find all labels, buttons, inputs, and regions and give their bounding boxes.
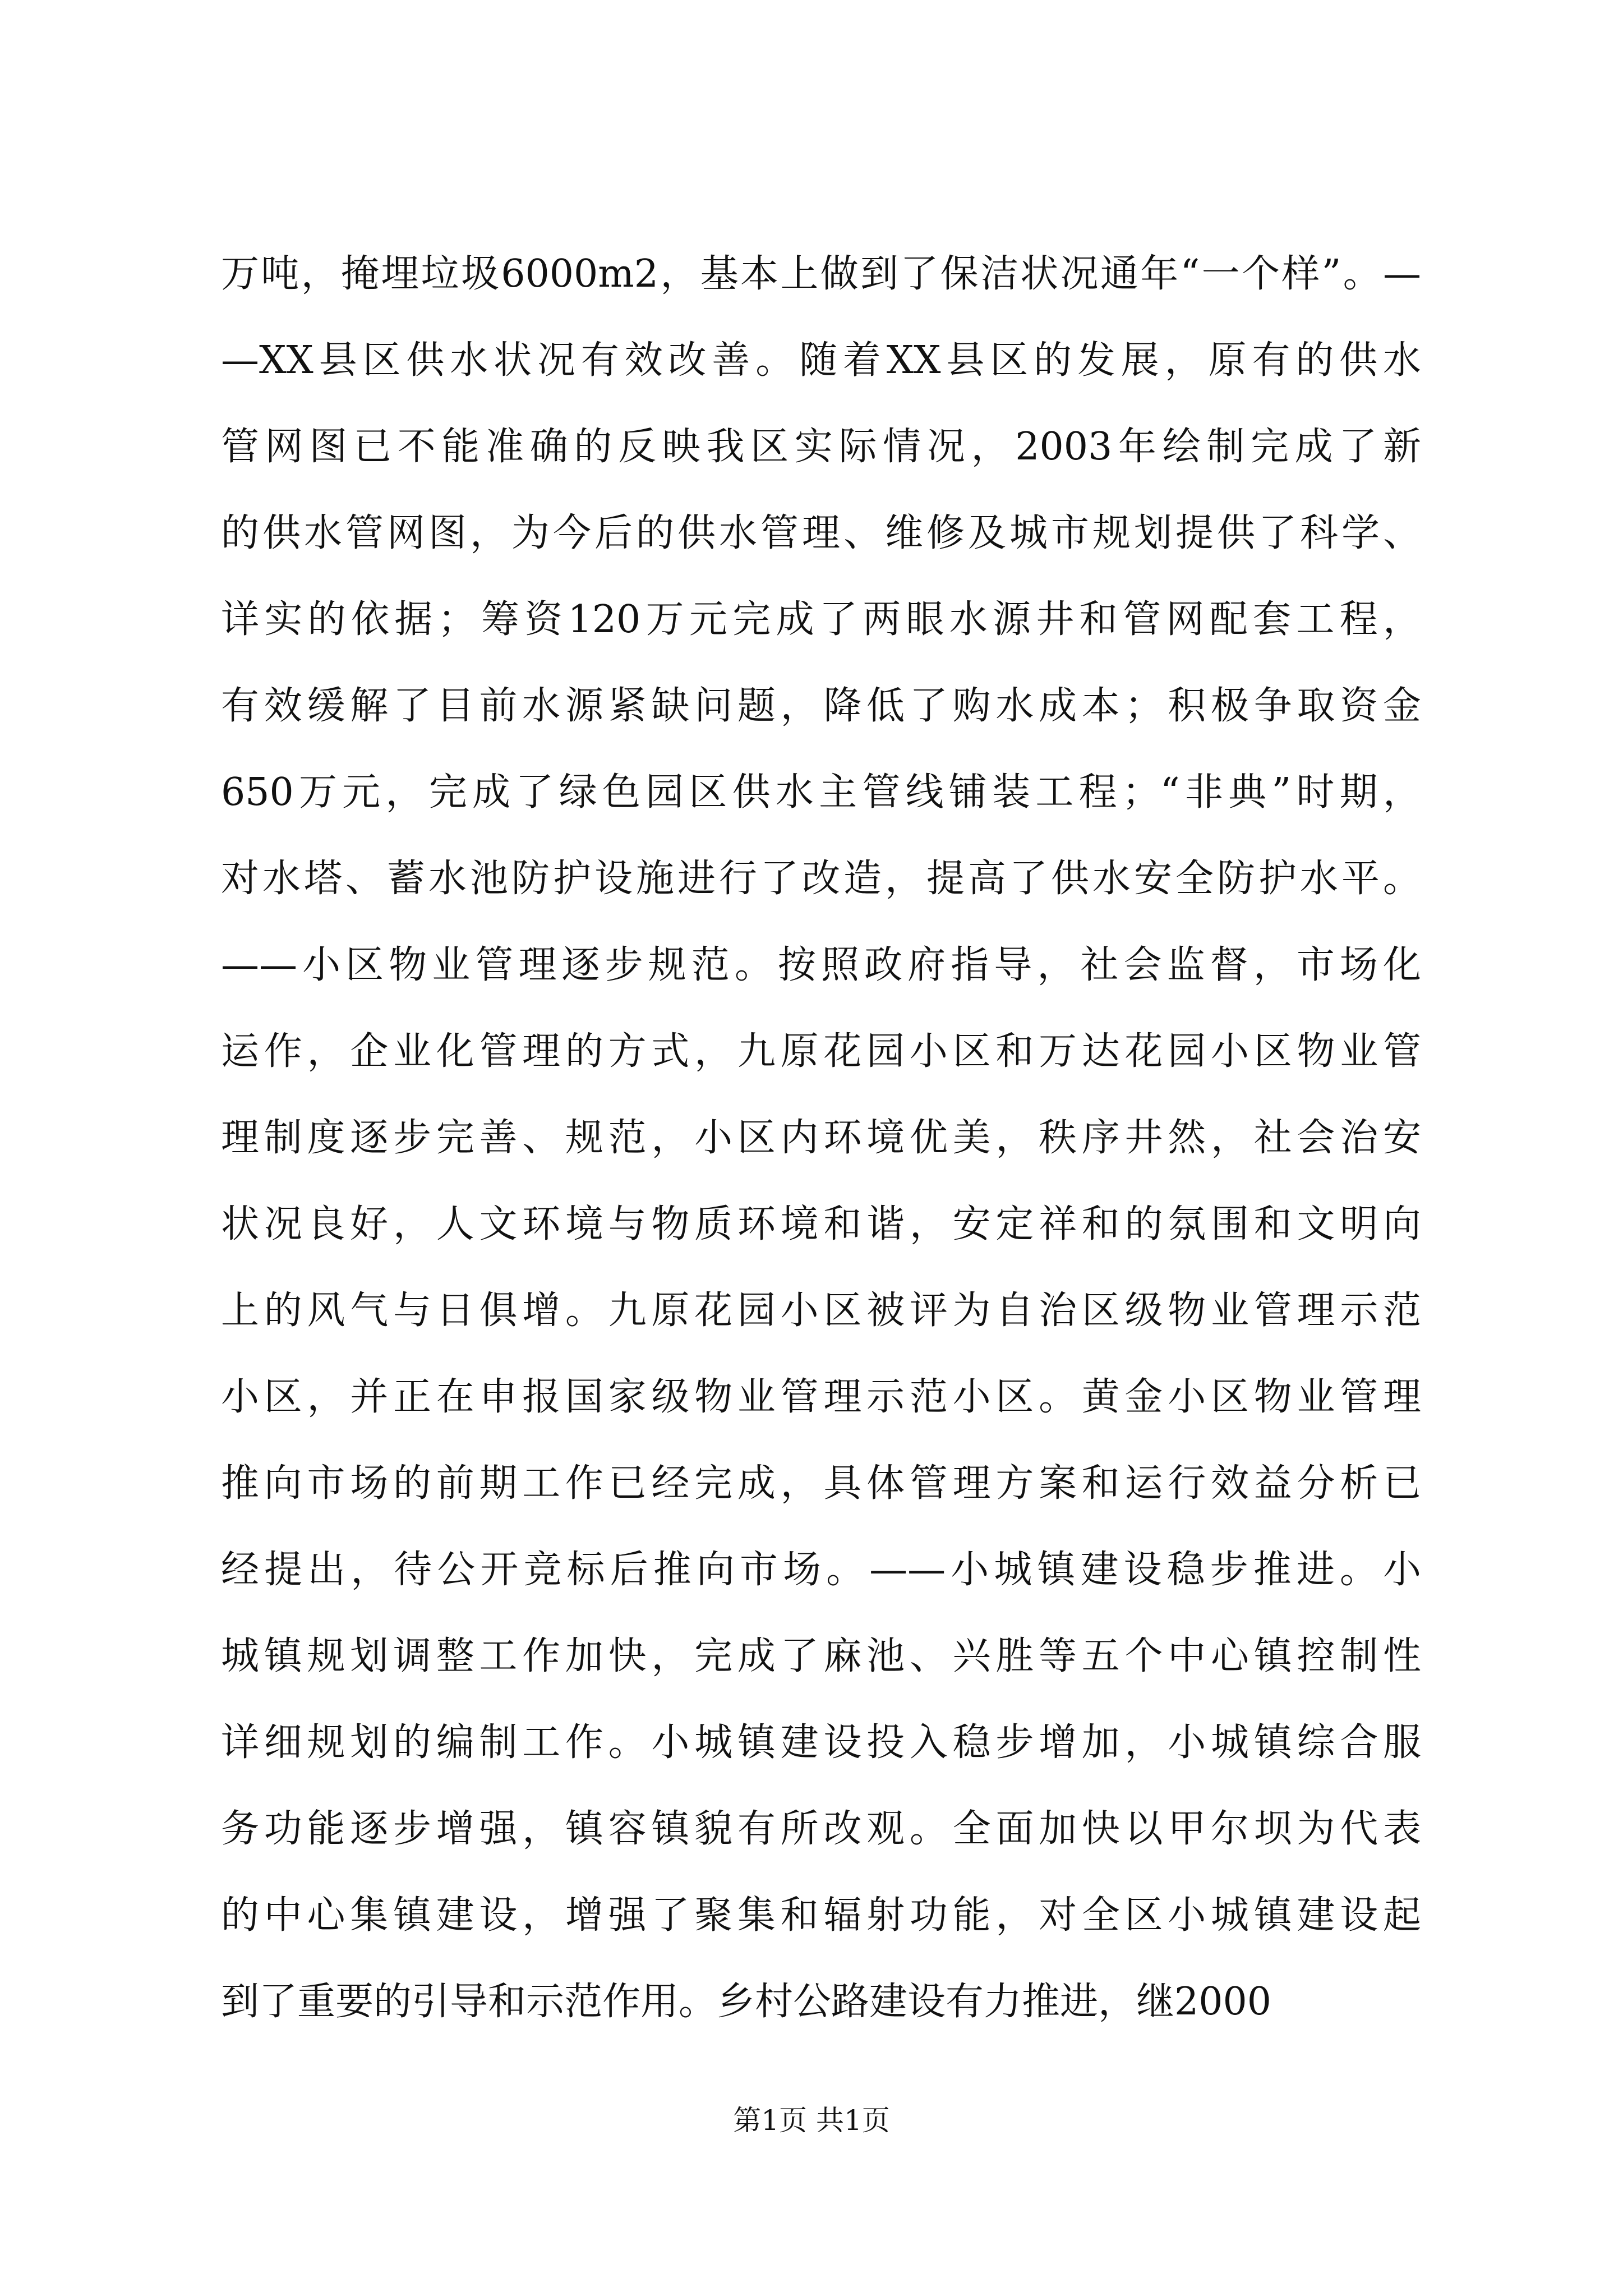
body-text (221, 231, 1421, 2045)
text-line-15: 推向市场的前期工作已经完成，具体管理方案和运行效益分析已 (221, 1461, 1421, 1506)
text-line-12: 状况良好，人文环境与物质环境和谐，安定祥和的氛围和文明向 (221, 1202, 1421, 1246)
text-line-19: 务功能逐步增强，镇容镇貌有所改观。全面加快以甲尔坝为代表 (221, 1807, 1421, 1851)
text-line-8: 对水塔、蓄水池防护设施进行了改造，提高了供水安全防护水平。 (221, 857, 1421, 901)
text-line-1: 万吨，掩埋垃圾6000m2，基本上做到了保洁状况通年“一个样”。— (221, 252, 1421, 296)
text-line-5: 详实的依据；筹资120万元完成了两眼水源井和管网配套工程， (221, 597, 1421, 642)
text-line-11: 理制度逐步完善、规范，小区内环境优美，秩序井然，社会治安 (221, 1116, 1421, 1160)
text-line-10: 运作，企业化管理的方式，九原花园小区和万达花园小区物业管 (221, 1029, 1421, 1074)
text-line-16: 经提出，待公开竞标后推向市场。——小城镇建设稳步推进。小 (221, 1548, 1421, 1592)
text-line-13: 上的风气与日俱增。九原花园小区被评为自治区级物业管理示范 (221, 1289, 1421, 1333)
text-line-17: 城镇规划调整工作加快，完成了麻池、兴胜等五个中心镇控制性 (221, 1634, 1421, 1678)
text-line-14: 小区，并正在申报国家级物业管理示范小区。黄金小区物业管理 (221, 1375, 1421, 1419)
text-line-18: 详细规划的编制工作。小城镇建设投入稳步增加，小城镇综合服 (221, 1720, 1421, 1765)
text-line-2: —XX县区供水状况有效改善。随着XX县区的发展，原有的供水 (221, 338, 1421, 383)
text-line-21: 到了重要的引导和示范作用。乡村公路建设有力推进，继2000 (221, 1980, 1272, 2024)
page-footer: 第1页 共1页 (733, 2104, 890, 2137)
text-line-7: 650万元，完成了绿色园区供水主管线铺装工程；“非典”时期， (221, 770, 1421, 815)
text-line-4: 的供水管网图，为今后的供水管理、维修及城市规划提供了科学、 (221, 511, 1421, 555)
text-line-6: 有效缓解了目前水源紧缺问题，降低了购水成本；积极争取资金 (221, 684, 1421, 728)
text-line-20: 的中心集镇建设，增强了聚集和辐射功能，对全区小城镇建设起 (221, 1893, 1421, 1938)
text-line-3: 管网图已不能准确的反映我区实际情况，2003年绘制完成了新 (221, 425, 1421, 469)
text-line-9: ——小区物业管理逐步规范。按照政府指导，社会监督，市场化 (221, 943, 1421, 987)
